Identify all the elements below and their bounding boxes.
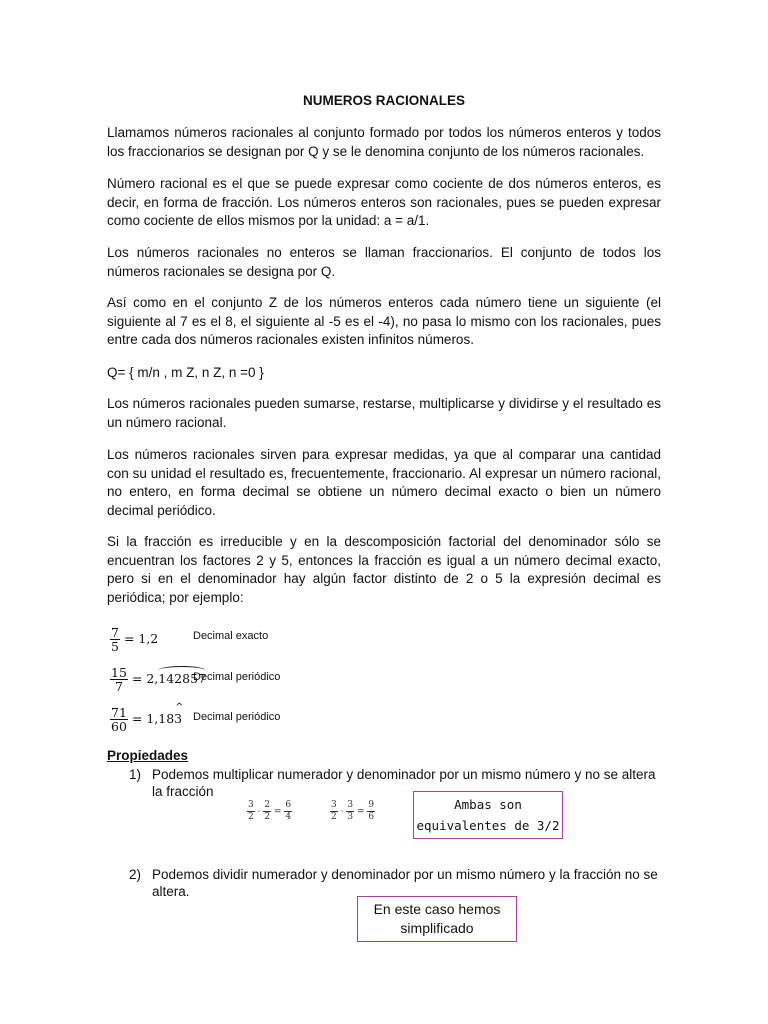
example-periodic-fraction-1: $\frac{15}{7}$ = 2,142857 [111,665,206,694]
example-exact-fraction: $\frac{7}{5}$ = 1,2 [111,625,159,654]
example-label-periodic-2: Decimal periódico [193,711,281,723]
paragraph-operations: Los números racionales pueden sumarse, restarse, multiplicarse y dividirse y el resultado es un número racional. [107,396,661,430]
page-title: NUMEROS RACIONALES [302,93,465,108]
paragraph-successor: Así como en el conjunto Z de los números enteros cada número tiene un siguiente (el siguiente al 7 es el 8, el siguiente al -5 es el -4), no pasa lo mismo con los racionales, pues entre cada dos números racionales existen infinitos números. [107,295,661,347]
paragraph-irreducible: Si la fracción es irreducible y en la descomposición factorial del denominador sólo se encuentran los factores 2 y 5, entonces la fracción es igual a un número decimal exacto, pero si en el denominador hay algún factor distinto de 2 o 5 la expresión decimal es periódica; por ejemplo: [107,534,661,605]
example-label-periodic-1: Decimal periódico [193,671,281,683]
property-text: Podemos dividir numerador y denominador por un mismo número y la fracción no se altera. [152,867,658,899]
example-label-exact: Decimal exacto [193,630,269,642]
paragraph-measures: Los números racionales sirven para expresar medidas, ya que al comparar una cantidad con su unidad el resultado es, frecuentemente, fraccionario. Al expresar un número racional, no entero, en forma decimal se obtiene un número decimal exacto o bien un número decimal periódico. [107,447,661,518]
paragraph-rational-number: Número racional es el que se puede expresar como cociente de dos números enteros, es decir, en forma de fracción. Los números enteros son racionales, pues se pueden expresar como cociente de ellos mismos por la unidad: a = a/1. [107,176,661,228]
note-box-simplified: En este caso hemos simplificado [357,896,517,942]
paragraph-fractional: Los números racionales no enteros se llaman fraccionarios. El conjunto de todos los números racionales se designa por Q. [107,245,661,279]
multiplication-example-1: $\frac{3}{2}$ · $\frac{2}{2}$ = $\frac{6}{4}$ [248,800,292,822]
multiplication-example-2: $\frac{3}{2}$ · $\frac{3}{3}$ = $\frac{9}{6}$ [331,800,375,822]
property-number: 1) [129,767,142,782]
paragraph-definition: Llamamos números racionales al conjunto formado por todos los números enteros y todos los fraccionarios se designan por Q y se le denomina conjunto de los números racionales. [107,125,661,159]
property-text: Podemos multiplicar numerador y denominador por un mismo número y no se altera la fracción [152,767,656,799]
properties-heading: Propiedades [107,748,189,763]
note-box-equivalent: Ambas son equivalentes de 3/2 [413,791,563,839]
paragraph-set-notation: Q= { m/n , m Z, n Z, n =0 } [107,365,264,380]
property-number: 2) [129,867,142,882]
example-periodic-fraction-2: $\frac{71}{60}$ = 1,18^ 3 [110,706,182,733]
